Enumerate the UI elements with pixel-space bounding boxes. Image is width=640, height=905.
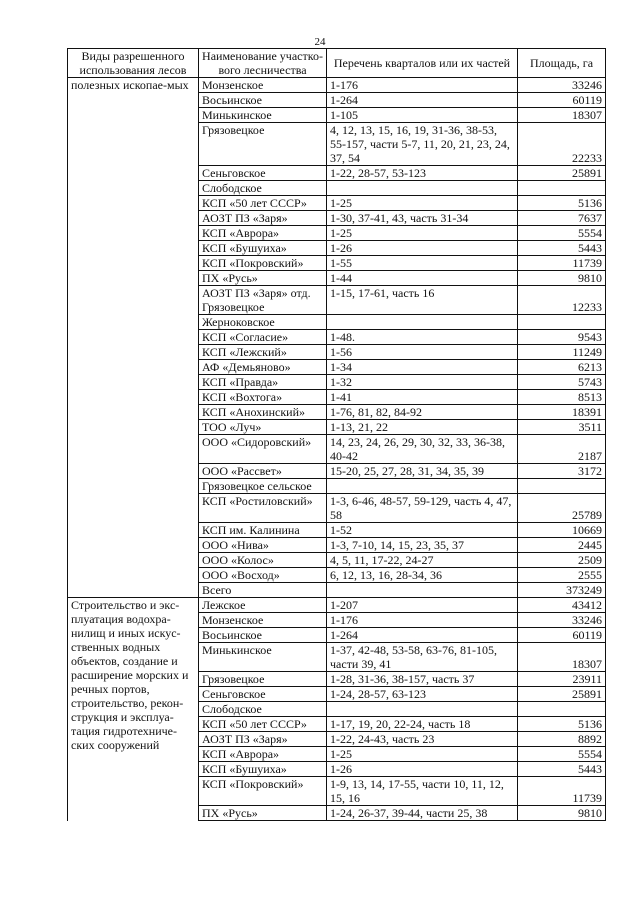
quarters-cell: 1-15, 17-61, часть 16	[327, 286, 518, 315]
forestry-cell: ПХ «Русь»	[199, 806, 327, 821]
forestry-cell: КСП «Ростиловский»	[199, 494, 327, 523]
header-use-type: Виды разрешенного использования лесов	[68, 49, 199, 78]
quarters-cell: 1-264	[327, 628, 518, 643]
header-area: Площадь, га	[518, 49, 606, 78]
quarters-cell: 1-30, 37-41, 43, часть 31-34	[327, 211, 518, 226]
area-cell: 18307	[518, 108, 606, 123]
forestry-cell: Всего	[199, 583, 327, 598]
area-cell: 33246	[518, 613, 606, 628]
quarters-cell: 1-3, 6-46, 48-57, 59-129, часть 4, 47, 58	[327, 494, 518, 523]
area-cell: 2187	[518, 435, 606, 464]
forestry-cell: Жерноковское	[199, 315, 327, 330]
area-cell: 10669	[518, 523, 606, 538]
forestry-cell: КСП «Аврора»	[199, 226, 327, 241]
forestry-cell: АОЗТ ПЗ «Заря»	[199, 732, 327, 747]
area-cell: 2509	[518, 553, 606, 568]
quarters-cell: 1-26	[327, 762, 518, 777]
area-cell: 8513	[518, 390, 606, 405]
forestry-cell: КСП «Лежский»	[199, 345, 327, 360]
area-cell: 3511	[518, 420, 606, 435]
area-cell	[518, 702, 606, 717]
forestry-cell: ООО «Сидоровский»	[199, 435, 327, 464]
area-cell: 8892	[518, 732, 606, 747]
forestry-cell: Восьинское	[199, 628, 327, 643]
header-quarters: Перечень кварталов или их частей	[327, 49, 518, 78]
quarters-cell: 1-41	[327, 390, 518, 405]
area-cell: 25789	[518, 494, 606, 523]
forestry-cell: Лежское	[199, 598, 327, 613]
quarters-cell: 1-44	[327, 271, 518, 286]
area-cell: 11249	[518, 345, 606, 360]
forestry-cell: КСП «Бушуиха»	[199, 762, 327, 777]
area-cell	[518, 479, 606, 494]
area-cell: 7637	[518, 211, 606, 226]
forestry-cell: Грязовецкое	[199, 672, 327, 687]
forestry-cell: КСП «Бушуиха»	[199, 241, 327, 256]
forestry-cell: ООО «Рассвет»	[199, 464, 327, 479]
forestry-cell: КСП «50 лет СССР»	[199, 717, 327, 732]
area-cell	[518, 181, 606, 196]
area-cell: 373249	[518, 583, 606, 598]
area-cell: 5443	[518, 762, 606, 777]
area-cell	[518, 315, 606, 330]
forestry-cell: КСП им. Калинина	[199, 523, 327, 538]
quarters-cell: 1-48.	[327, 330, 518, 345]
forestry-cell: КСП «Покровский»	[199, 777, 327, 806]
quarters-cell	[327, 583, 518, 598]
use-type-cell: полезных ископае-мых	[68, 78, 199, 598]
table-header-row	[68, 49, 606, 78]
forestry-cell: АОЗТ ПЗ «Заря»	[199, 211, 327, 226]
forestry-cell: Монзенское	[199, 78, 327, 93]
area-cell: 6213	[518, 360, 606, 375]
area-cell: 9543	[518, 330, 606, 345]
area-cell: 11739	[518, 256, 606, 271]
area-cell: 5136	[518, 717, 606, 732]
forestry-cell: Сеньговское	[199, 166, 327, 181]
quarters-cell: 14, 23, 24, 26, 29, 30, 32, 33, 36-38, 40-42	[327, 435, 518, 464]
quarters-cell: 1-55	[327, 256, 518, 271]
area-cell: 5554	[518, 226, 606, 241]
forestry-cell: КСП «Вохтога»	[199, 390, 327, 405]
forestry-cell: Монзенское	[199, 613, 327, 628]
quarters-cell: 1-9, 13, 14, 17-55, части 10, 11, 12, 15, 16	[327, 777, 518, 806]
quarters-cell: 1-25	[327, 196, 518, 211]
quarters-cell: 1-76, 81, 82, 84-92	[327, 405, 518, 420]
use-type-cell: Строительство и экс-плуатация водохра-нилищ и иных искус-ственных водных объектов, создание и расширение морских и речных портов, строительство, рекон-струкция и эксплуа-тация гидротехниче-ских сооружений	[68, 598, 199, 821]
quarters-cell: 1-176	[327, 78, 518, 93]
quarters-cell: 1-32	[327, 375, 518, 390]
quarters-cell: 1-28, 31-36, 38-157, часть 37	[327, 672, 518, 687]
quarters-cell: 1-56	[327, 345, 518, 360]
area-cell: 5136	[518, 196, 606, 211]
area-cell: 60119	[518, 628, 606, 643]
forestry-cell: Восьинское	[199, 93, 327, 108]
quarters-cell: 15-20, 25, 27, 28, 31, 34, 35, 39	[327, 464, 518, 479]
forestry-cell: Слободское	[199, 702, 327, 717]
forestry-cell: КСП «Правда»	[199, 375, 327, 390]
area-cell: 11739	[518, 777, 606, 806]
quarters-cell	[327, 702, 518, 717]
quarters-cell: 4, 5, 11, 17-22, 24-27	[327, 553, 518, 568]
area-cell: 18307	[518, 643, 606, 672]
table-body	[68, 78, 606, 821]
area-cell: 12233	[518, 286, 606, 315]
area-cell: 2555	[518, 568, 606, 583]
forestry-cell: КСП «Покровский»	[199, 256, 327, 271]
quarters-cell: 1-17, 19, 20, 22-24, часть 18	[327, 717, 518, 732]
forestry-cell: ПХ «Русь»	[199, 271, 327, 286]
area-cell: 3172	[518, 464, 606, 479]
area-cell: 9810	[518, 271, 606, 286]
forestry-cell: Слободское	[199, 181, 327, 196]
forestry-cell: Сеньговское	[199, 687, 327, 702]
quarters-cell	[327, 315, 518, 330]
forestry-cell: АОЗТ ПЗ «Заря» отд. Грязовецкое	[199, 286, 327, 315]
area-cell: 18391	[518, 405, 606, 420]
forestry-cell: Грязовецкое сельское	[199, 479, 327, 494]
page-number: 24	[314, 36, 326, 48]
quarters-cell: 1-26	[327, 241, 518, 256]
forestry-cell: АФ «Демьяново»	[199, 360, 327, 375]
quarters-cell: 1-3, 7-10, 14, 15, 23, 35, 37	[327, 538, 518, 553]
forestry-cell: КСП «Согласие»	[199, 330, 327, 345]
quarters-cell: 6, 12, 13, 16, 28-34, 36	[327, 568, 518, 583]
forestry-cell: Минькинское	[199, 108, 327, 123]
forestry-cell: ТОО «Луч»	[199, 420, 327, 435]
quarters-cell: 1-25	[327, 226, 518, 241]
table-row	[68, 598, 606, 613]
quarters-cell: 1-105	[327, 108, 518, 123]
forestry-cell: КСП «Анохинский»	[199, 405, 327, 420]
area-cell: 25891	[518, 166, 606, 181]
area-cell: 5443	[518, 241, 606, 256]
quarters-cell: 1-25	[327, 747, 518, 762]
quarters-cell: 1-34	[327, 360, 518, 375]
forestry-cell: КСП «50 лет СССР»	[199, 196, 327, 211]
quarters-cell: 1-52	[327, 523, 518, 538]
quarters-cell: 1-22, 28-57, 53-123	[327, 166, 518, 181]
forestry-cell: ООО «Колос»	[199, 553, 327, 568]
quarters-cell: 1-176	[327, 613, 518, 628]
header-forestry: Наименование участко-вого лесничества	[199, 49, 327, 78]
area-cell: 60119	[518, 93, 606, 108]
area-cell: 25891	[518, 687, 606, 702]
quarters-cell: 1-37, 42-48, 53-58, 63-76, 81-105, части 39, 41	[327, 643, 518, 672]
area-cell: 5743	[518, 375, 606, 390]
forestry-cell: ООО «Нива»	[199, 538, 327, 553]
area-cell: 43412	[518, 598, 606, 613]
quarters-cell: 1-22, 24-43, часть 23	[327, 732, 518, 747]
forestry-cell: ООО «Восход»	[199, 568, 327, 583]
forestry-cell: Грязовецкое	[199, 123, 327, 166]
quarters-cell: 1-264	[327, 93, 518, 108]
quarters-cell	[327, 181, 518, 196]
area-cell: 22233	[518, 123, 606, 166]
area-cell: 23911	[518, 672, 606, 687]
quarters-cell: 4, 12, 13, 15, 16, 19, 31-36, 38-53, 55-157, части 5-7, 11, 20, 21, 23, 24, 37, 54	[327, 123, 518, 166]
area-cell: 5554	[518, 747, 606, 762]
quarters-cell: 1-207	[327, 598, 518, 613]
quarters-cell: 1-24, 26-37, 39-44, части 25, 38	[327, 806, 518, 821]
forestry-cell: КСП «Аврора»	[199, 747, 327, 762]
forest-use-table	[67, 48, 606, 821]
quarters-cell: 1-24, 28-57, 63-123	[327, 687, 518, 702]
quarters-cell	[327, 479, 518, 494]
forestry-cell: Минькинское	[199, 643, 327, 672]
area-cell: 33246	[518, 78, 606, 93]
table-row	[68, 78, 606, 93]
area-cell: 9810	[518, 806, 606, 821]
quarters-cell: 1-13, 21, 22	[327, 420, 518, 435]
area-cell: 2445	[518, 538, 606, 553]
